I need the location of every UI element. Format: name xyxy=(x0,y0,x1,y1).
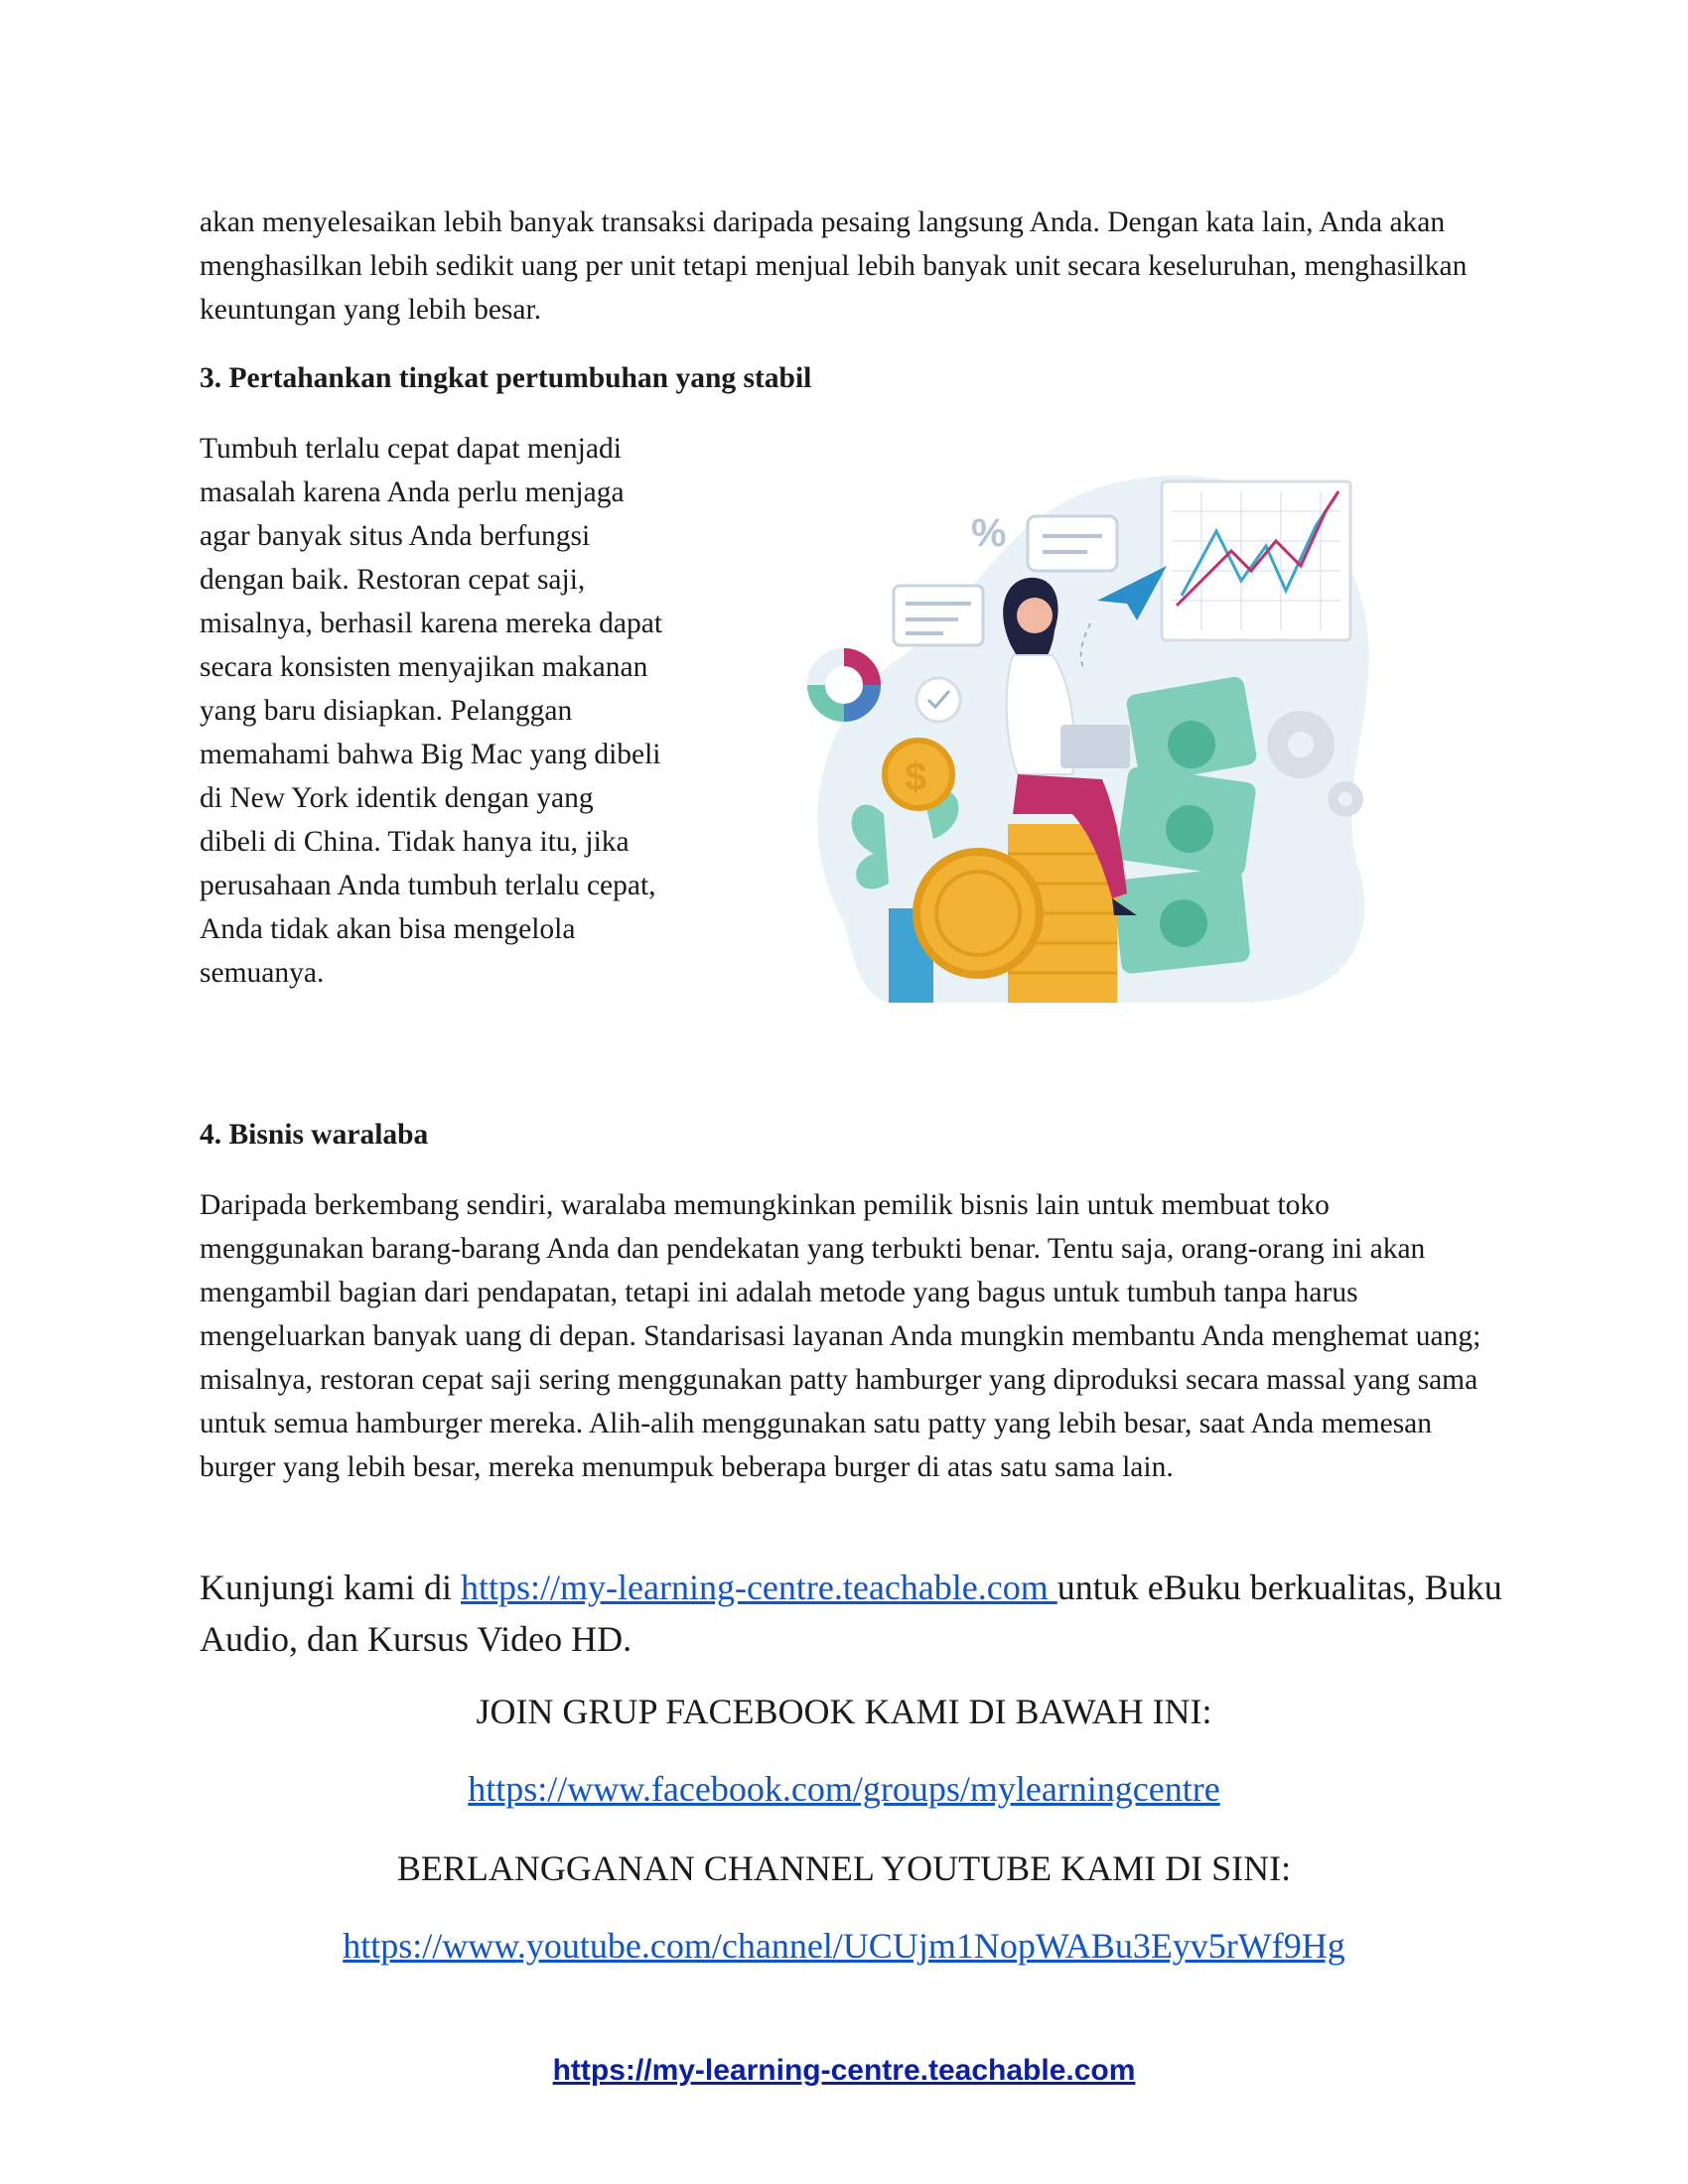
footer-teachable-link[interactable]: https://my-learning-centre.teachable.com xyxy=(552,2054,1136,2087)
footer xyxy=(0,2053,1688,2089)
section-3-body: Tumbuh terlalu cepat dapat menjadi masalah karena Anda perlu menjaga agar banyak situs Anda berfungsi dengan baik. Restoran cepat saji, misalnya, berhasil karena mereka dapat secara konsisten menyajikan makanan yang baru disiapkan. Pelanggan memahami bahwa Big Mac yang dibeli di New York identik dengan yang dibeli di China. Tidak hanya itu, jika perusahaan Anda tumbuh terlalu cepat, Anda tidak akan bisa mengelola semuanya. xyxy=(200,433,663,989)
line-chart-card xyxy=(1162,481,1350,640)
visit-suffix: untuk eBuku berkualitas, Buku Audio, dan Kursus Video HD. xyxy=(200,1568,1502,1659)
donut-chart-icon xyxy=(816,657,872,713)
dollar-icon: $ xyxy=(905,755,927,799)
intro-paragraph: akan menyelesaikan lebih banyak transaksi daripada pesaing langsung Anda. Dengan kata lain, Anda akan menghasilkan lebih sedikit uang per unit tetapi menjual lebih banyak unit secara keseluruhan, menghasilkan keuntungan yang lebih besar. xyxy=(200,206,1468,326)
percent-icon: % xyxy=(971,511,1007,555)
youtube-link-line xyxy=(0,1922,1688,1970)
youtube-heading: BERLANGGANAN CHANNEL YOUTUBE KAMI DI SINI: xyxy=(396,1848,1292,1888)
teachable-link[interactable]: https://my-learning-centre.teachable.com xyxy=(461,1568,1057,1607)
chat-bubble-icon xyxy=(1028,516,1117,571)
youtube-link[interactable]: https://www.youtube.com/channel/UCUjm1NopWABu3Eyv5rWf9Hg xyxy=(343,1926,1345,1966)
facebook-heading: JOIN GRUP FACEBOOK KAMI DI BAWAH INI: xyxy=(476,1692,1212,1731)
section-4-heading: 4. Bisnis waralaba xyxy=(200,1119,429,1151)
money-bills xyxy=(1112,675,1257,974)
section-4-body: Daripada berkembang sendiri, waralaba memungkinkan pemilik bisnis lain untuk membuat toko menggunakan barang-barang Anda dan pendekatan yang terbukti benar. Tentu saja, orang-orang ini akan mengambil bagian dari pendapatan, tetapi ini adalah metode yang bagus untuk tumbuh tanpa harus mengeluarkan banyak uang di depan. Standarisasi layanan Anda mungkin membantu Anda menghemat uang; misalnya, restoran cepat saji sering menggunakan patty hamburger yang diproduksi secara massal yang sama untuk semua hamburger mereka. Alih-alih menggunakan satu patty yang lebih besar, saat Anda memesan burger yang lebih besar, mereka menumpuk beberapa burger di atas satu sama lain. xyxy=(200,1189,1481,1483)
section-3-heading: 3. Pertahankan tingkat pertumbuhan yang stabil xyxy=(200,362,812,394)
facebook-link-line xyxy=(0,1765,1688,1813)
browser-window-icon xyxy=(894,586,983,645)
visit-promo xyxy=(200,1562,1510,1665)
business-growth-illustration xyxy=(774,457,1390,1013)
facebook-link[interactable]: https://www.facebook.com/groups/mylearningcentre xyxy=(468,1769,1220,1809)
check-circle-icon xyxy=(916,678,960,722)
visit-prefix: Kunjungi kami di xyxy=(200,1568,461,1607)
